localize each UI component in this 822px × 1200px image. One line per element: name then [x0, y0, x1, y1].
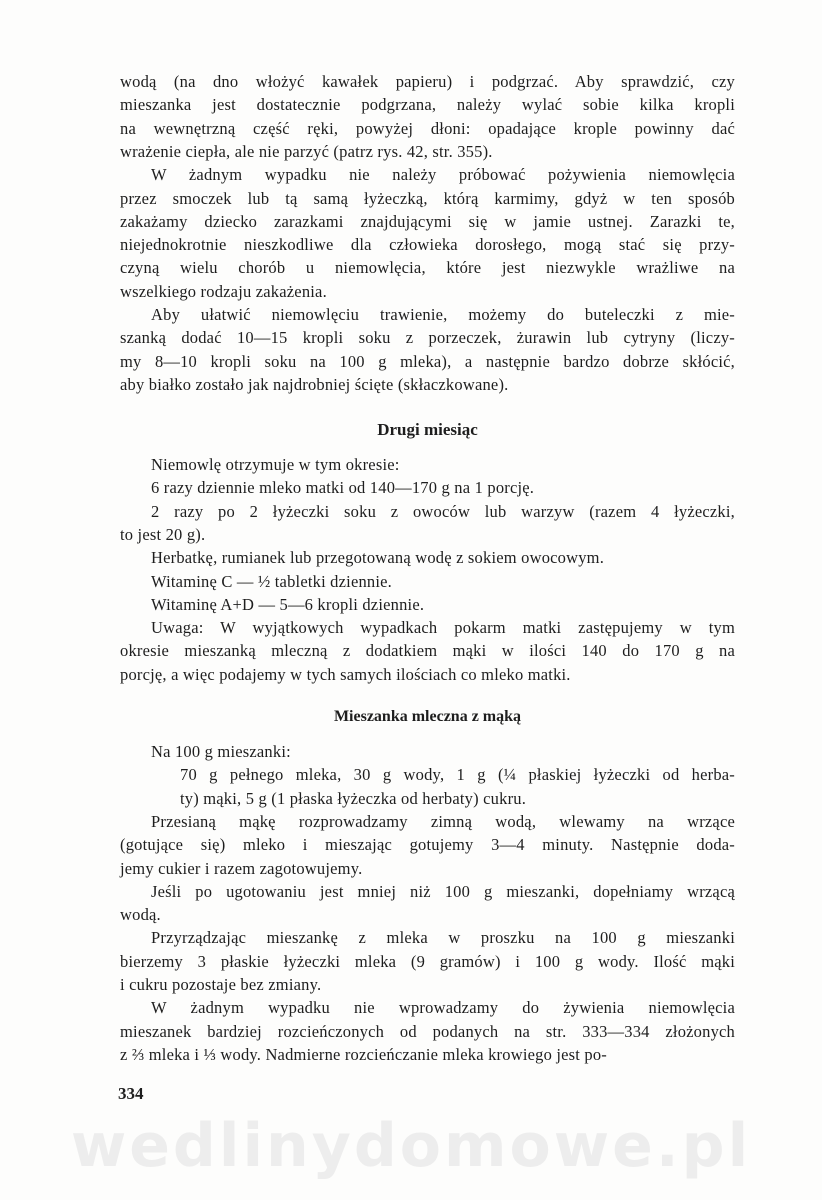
text-line: bierzemy 3 płaskie łyżeczki mleka (9 gramów) i 100 g wody. Ilość mąki: [120, 951, 735, 971]
text-line: Aby ułatwić niemowlęciu trawienie, możemy do buteleczki z mie-: [151, 305, 735, 324]
watermark: wedlinydomowe.pl: [70, 1111, 752, 1181]
text-line: (gotujące się) mleko i mieszając gotujemy 3—4 minuty. Następnie doda-: [120, 835, 735, 855]
text-line: mieszanka jest dostatecznie podgrzana, należy wylać sobie kilka kropli: [120, 95, 735, 115]
text-line: wszelkiego rodzaju zakażenia.: [120, 281, 327, 301]
text-line: porcję, a więc podajemy w tych samych ilościach co mleko matki.: [120, 664, 571, 684]
text-line: okresie mieszanką mleczną z dodatkiem mąki w ilości 140 do 170 g na: [120, 641, 735, 661]
text-line: zakażamy dziecko zarazkami znajdującymi się w jamie ustnej. Zarazki te,: [120, 211, 735, 231]
text-line: to jest 20 g).: [120, 524, 206, 544]
text-line: z ⅔ mleka i ⅓ wody. Nadmierne rozcieńczanie mleka krowiego jest po-: [120, 1044, 607, 1064]
text-line: niejednokrotnie nieszkodliwe dla człowieka dorosłego, mogą stać się przy-: [120, 235, 735, 255]
text-line: przez smoczek lub tą samą łyżeczką, którą karmimy, gdyż w ten sposób: [120, 188, 735, 208]
section-heading: Drugi miesiąc: [377, 420, 478, 439]
text-line: Przesianą mąkę rozprowadzamy zimną wodą, wlewamy na wrzące: [151, 811, 735, 831]
text-line: Niemowlę otrzymuje w tym okresie:: [151, 455, 400, 474]
text-line: Przyrządzając mieszankę z mleka w proszku na 100 g mieszanki: [151, 928, 735, 948]
text-line: szanką dodać 10—15 kropli soku z porzeczek, żurawin lub cytryny (liczy-: [120, 328, 735, 348]
text-line: 70 g pełnego mleka, 30 g wody, 1 g (¼ płaskiej łyżeczki od herba-: [180, 765, 735, 785]
text-line: aby białko zostało jak najdrobniej ścięte (skłaczkowane).: [120, 374, 509, 394]
text-line: Herbatkę, rumianek lub przegotowaną wodę z sokiem owocowym.: [151, 548, 605, 568]
text-line: jemy cukier i razem zagotowujemy.: [120, 858, 363, 878]
text-line: wodą (na dno włożyć kawałek papieru) i podgrzać. Aby sprawdzić, czy: [120, 72, 735, 91]
section-heading: Mieszanka mleczna z mąką: [333, 708, 522, 725]
text-line: czyną wielu chorób u niemowlęcia, które jest niezwykle wrażliwe na: [120, 258, 735, 278]
text-line: Uwaga: W wyjątkowych wypadkach pokarm matki zastępujemy w tym: [151, 618, 735, 638]
text-line: ty) mąki, 5 g (1 płaska łyżeczka od herbaty) cukru.: [180, 788, 527, 808]
text-line: Na 100 g mieszanki:: [151, 742, 291, 761]
text-line: W żadnym wypadku nie należy próbować pożywienia niemowlęcia: [151, 165, 735, 185]
text-line: wodą.: [120, 905, 161, 925]
text-line: 6 razy dziennie mleko matki od 140—170 g na 1 porcję.: [151, 478, 535, 498]
text-line: mieszanek bardziej rozcieńczonych od podanych na str. 333—334 złożonych: [120, 1021, 735, 1041]
text-line: Witaminę A+D — 5—6 kropli dziennie.: [151, 594, 425, 614]
text-line: i cukru pozostaje bez zmiany.: [120, 975, 322, 994]
text-line: Witaminę C — ½ tabletki dziennie.: [151, 571, 392, 591]
text-line: Jeśli po ugotowaniu jest mniej niż 100 g mieszanki, dopełniamy wrzącą: [151, 881, 735, 901]
text-line: 2 razy po 2 łyżeczki soku z owoców lub warzyw (razem 4 łyżeczki,: [151, 501, 735, 521]
text-line: my 8—10 kropli soku na 100 g mleka), a następnie bardzo dobrze skłócić,: [120, 351, 735, 371]
page-number: 334: [118, 1084, 144, 1103]
text-line: W żadnym wypadku nie wprowadzamy do żywienia niemowlęcia: [151, 998, 735, 1018]
text-line: na wewnętrzną część ręki, powyżej dłoni: opadające krople powinny dać: [120, 118, 735, 138]
text-line: wrażenie ciepła, ale nie parzyć (patrz rys. 42, str. 355).: [120, 141, 493, 161]
